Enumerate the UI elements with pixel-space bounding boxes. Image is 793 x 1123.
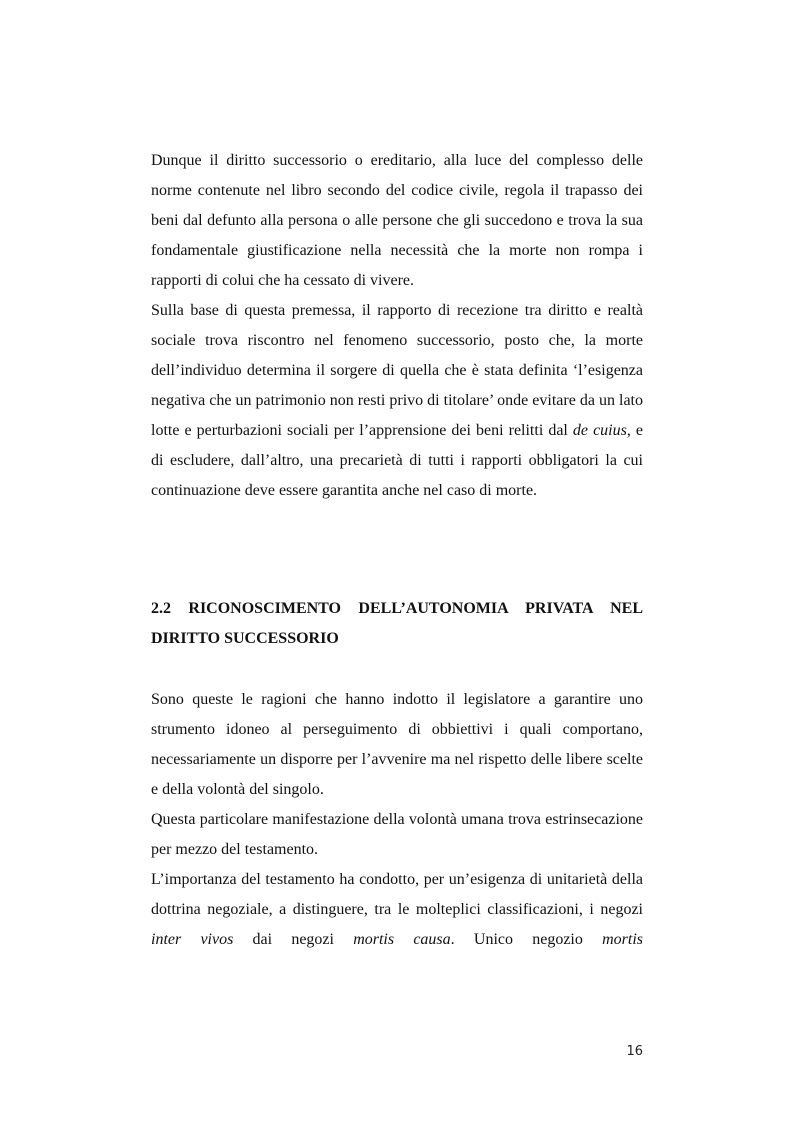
section-heading: 2.2 RICONOSCIMENTO DELL’AUTONOMIA PRIVATA NEL DIRITTO SUCCESSORIO <box>151 600 643 647</box>
paragraph-testament-text-c: . Unico negozio <box>450 931 603 948</box>
paragraph-legislator-reasons: Sono queste le ragioni che hanno indotto il legislatore a garantire uno strumento idoneo al perseguimento di obbiettivi i quali comportano, necessariamente un disporre per l’avvenire ma nel rispetto delle libere scelte e della volontà del singolo. <box>151 691 643 798</box>
paragraph-social-reception-text-b: , e di escludere, dall’altro, una precarietà di tutti i rapporti obbligatori la cui continuazione deve essere garantita anche nel caso di morte. <box>151 422 644 499</box>
paragraph-social-reception-text-a: Sulla base di questa premessa, il rapporto di recezione tra diritto e realtà sociale trova riscontro nel fenomeno successorio, posto che, la morte dell’individuo determina il sorgere di quella che è stata definita ‘l’esigenza negativa che un patrimonio non resti privo di titolare’ onde evitare da un lato lotte e perturbazioni sociali per l’apprensione dei beni relitti dal <box>151 302 643 439</box>
paragraph-will-manifestation: Questa particolare manifestazione della volontà umana trova estrinsecazione per mezzo del testamento. <box>151 811 643 858</box>
italic-mortis: mortis <box>602 931 643 948</box>
italic-inter-vivos: inter vivos <box>151 931 234 948</box>
paragraph-social-reception <box>151 296 643 506</box>
paragraph-succession-law: Dunque il diritto successorio o ereditario, alla luce del complesso delle norme contenute nel libro secondo del codice civile, regola il trapasso dei beni dal defunto alla persona o alle persone che gli succedono e trova la sua fondamentale giustificazione nella necessità che la morte non rompa i rapporti di colui che ha cessato di vivere. <box>151 152 643 289</box>
italic-mortis-causa: mortis causa <box>353 931 451 948</box>
body-text-section-2 <box>151 685 643 955</box>
paragraph-testament-importance <box>151 865 643 955</box>
body-text-section-1 <box>151 146 643 506</box>
paragraph-testament-text-a: L’importanza del testamento ha condotto, per un’esigenza di unitarietà della dottrina negoziale, a distinguere, tra le molteplici classificazioni, i negozi <box>151 871 643 918</box>
paragraph-testament-text-b: dai negozi <box>233 931 354 948</box>
italic-de-cuius: de cuius <box>572 422 627 439</box>
page-number: 16 <box>626 1044 643 1059</box>
